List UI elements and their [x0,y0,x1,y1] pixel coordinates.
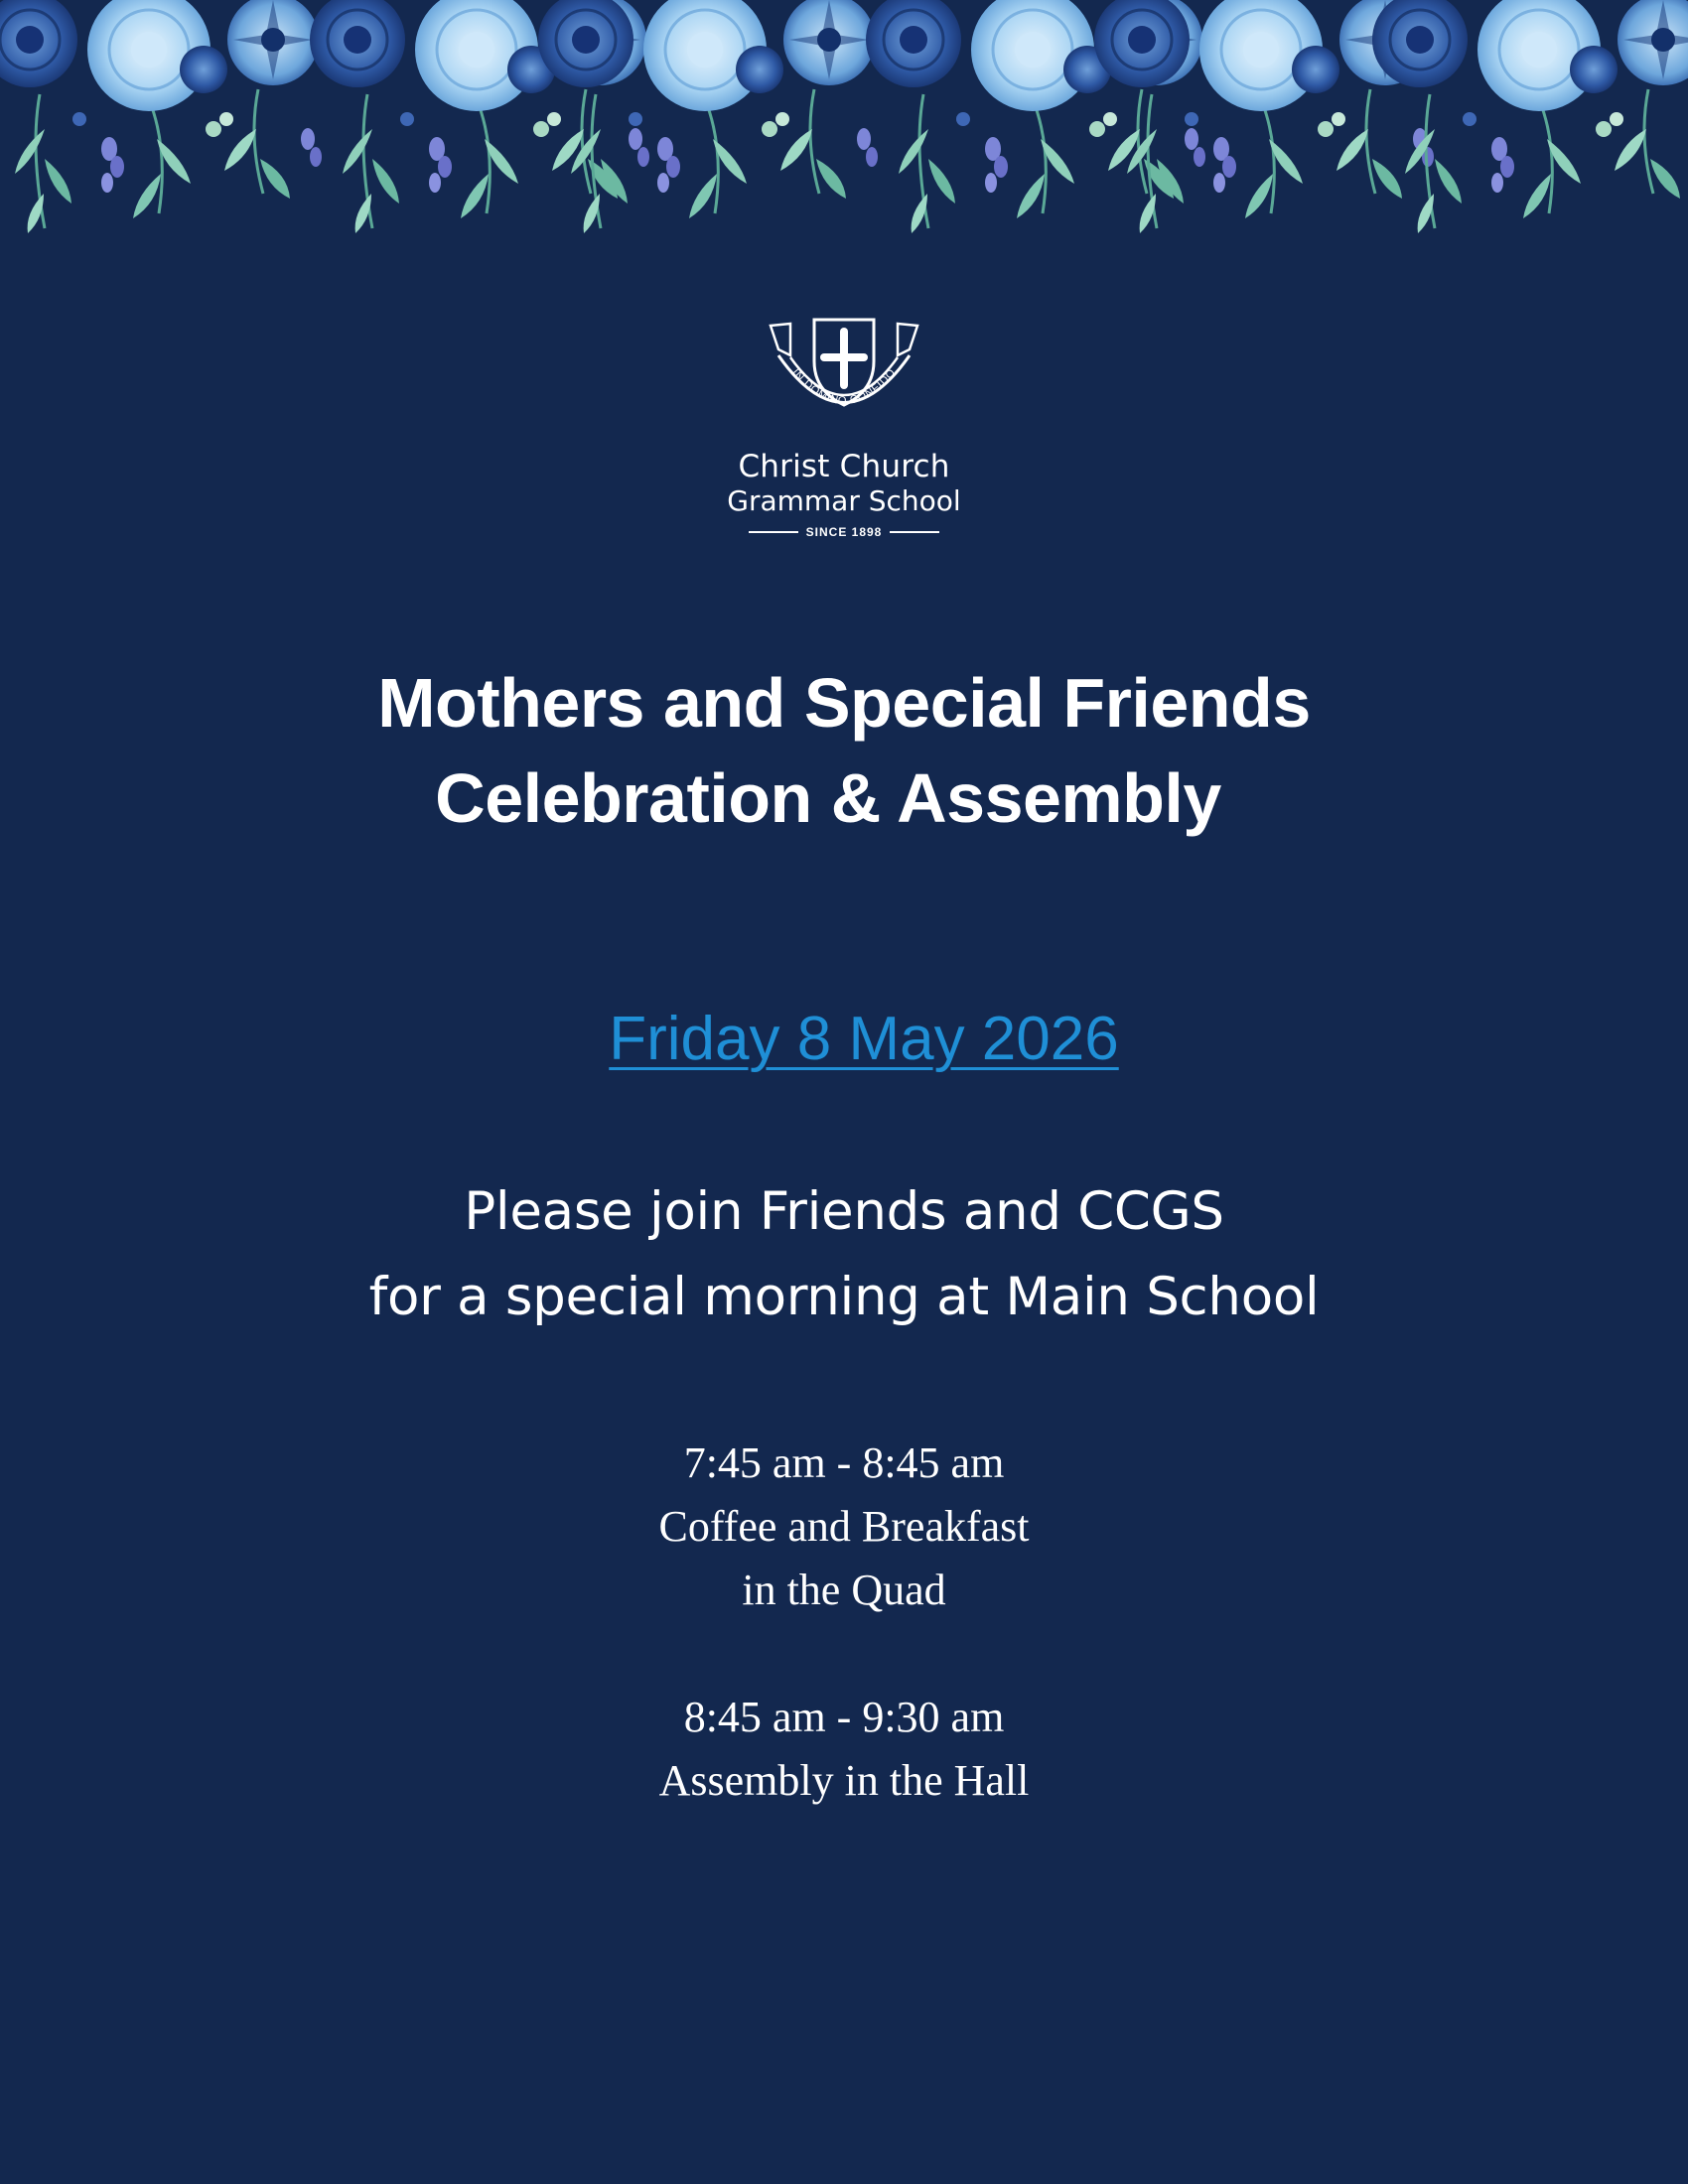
schedule-2-time: 8:45 am - 9:30 am [683,1693,1005,1741]
school-name-line1: Christ Church [738,449,950,484]
since-row [749,522,939,542]
since-rule-left [749,531,798,533]
floral-border [0,0,1688,243]
crest-motto: IN DOMINO CONFIDO [789,366,899,408]
since-text: SINCE 1898 [805,525,883,539]
invite-line2: for a special morning at Main School [368,1267,1320,1327]
schedule-1-time: 7:45 am - 8:45 am [683,1438,1005,1487]
school-name-line2: Grammar School [727,484,961,517]
schedule-1-description-line2: in the Quad [742,1566,946,1614]
invite-line1: Please join Friends and CCGS [464,1181,1224,1242]
school-crest-logo [769,316,919,431]
schedule-1-description-line1: Coffee and Breakfast [658,1502,1030,1551]
schedule-2-description-line1: Assembly in the Hall [658,1756,1030,1805]
since-rule-right [890,531,939,533]
event-title-line1: Mothers and Special Friends [377,664,1311,742]
event-title-line2: Celebration & Assembly [435,759,1221,837]
event-date-link[interactable]: Friday 8 May 2026 [609,1005,1119,1073]
